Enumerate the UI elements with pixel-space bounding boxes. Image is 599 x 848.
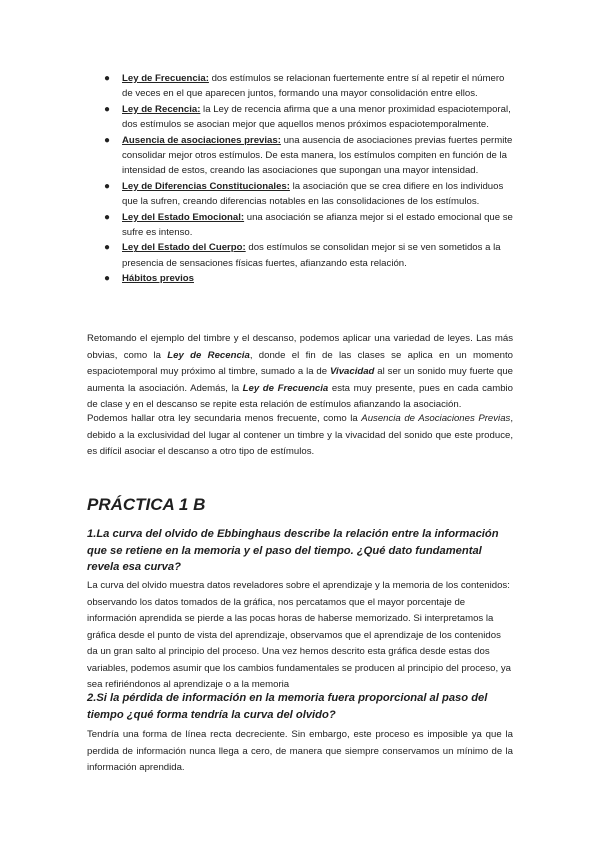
list-item — [104, 71, 516, 102]
list-item — [104, 240, 516, 271]
text-run: al ser un sonido muy fuerte que aumenta la asociación. Además, la — [87, 366, 513, 394]
bullet-icon: ● — [104, 134, 111, 146]
list-item — [104, 271, 516, 286]
emphasis-text: Vivacidad — [329, 366, 375, 377]
emphasis-text: Ley de Frecuencia — [242, 382, 329, 394]
bullet-icon: ● — [104, 103, 111, 115]
paragraph-timbre — [87, 331, 513, 414]
text-run: Podemos hallar otra ley secundaria menos frecuente, como la — [87, 413, 362, 424]
law-description: la asociación que se crea difiere en los individuos que la sufren, creando diferencias notables en las consolidaciones de los estímulos. — [122, 180, 504, 208]
list-item — [104, 210, 516, 241]
bullet-icon: ● — [104, 180, 111, 192]
emphasis-text: Ausencia de Asociaciones Previas — [361, 413, 511, 424]
list-item — [104, 179, 516, 210]
emphasis-text: Ley de Recencia — [167, 349, 250, 361]
law-description: una ausencia de asociaciones previas fuertes permite consolidar mejor otros estímulos. De esta manera, los estímulos compiten en función de la intensidad de estos, creando las asociaciones que supongan una mayor intensidad. — [122, 134, 513, 177]
text-run: , debido a la exclusividad del lugar al contener un timbre y la vivacidad del sonido que este produce, es difícil asociar el descanso a otro tipo de estímulos. — [87, 413, 513, 457]
section-title: PRÁCTICA 1 B — [87, 495, 206, 514]
bullet-icon: ● — [104, 242, 111, 254]
law-term: Ley del Estado del Cuerpo: — [122, 242, 246, 254]
law-term: Ley de Recencia: — [122, 103, 201, 115]
law-term: Hábitos previos — [122, 273, 194, 285]
question-2: 2.Si la pérdida de información en la memoria fuera proporcional al paso del tiempo ¿qué forma tendría la curva del olvido? — [87, 692, 488, 721]
answer-2: Tendría una forma de línea recta decreciente. Sin embargo, este proceso es imposible ya que la perdida de información nunca llega a cero, de manera que siempre conservamos un mínimo de la información aprendida. — [87, 729, 513, 773]
list-item — [104, 102, 516, 133]
law-term: Ley de Frecuencia: — [122, 73, 209, 84]
laws-list — [104, 71, 516, 287]
bullet-icon: ● — [104, 273, 111, 285]
text-run: , donde el fin de las clases se aplica en un momento espaciotemporal muy próximo al timbre, sumado a la de — [87, 349, 513, 377]
list-item — [104, 133, 516, 179]
bullet-icon: ● — [104, 73, 111, 84]
law-description: dos estímulos se relacionan fuertemente entre sí al repetir el número de veces en el que aparecen juntos, formando una mayor consolidación entre ellos. — [122, 73, 505, 100]
law-term: Ley del Estado Emocional: — [122, 211, 245, 223]
law-term: Ausencia de asociaciones previas: — [122, 134, 281, 146]
question-1: 1.La curva del olvido de Ebbinghaus describe la relación entre la información que se retiene en la memoria y el paso del tiempo. ¿Qué dato fundamental revela esa curva? — [87, 528, 499, 573]
bullet-icon: ● — [104, 211, 111, 223]
paragraph-secondary-law — [87, 411, 513, 461]
text-run: esta muy presente, pues en cada cambio de clase y en el descanso se repite esta relación de estímulos afianzando la asociación. — [87, 382, 513, 410]
answer-1: La curva del olvido muestra datos reveladores sobre el aprendizaje y la memoria de los contenidos: observando los datos tomados de la gráfica, nos percatamos que el mayor porcentaje de información aprendida se pierde a las pocas horas de haberse memorizado. Si interpretamos la gráfica desde el punto de vista del aprendizaje, observamos que el aprendizaje de los contenidos da un gran salto al principio del proceso. Una vez hemos descrito esta gráfica desde estas dos variables, podemos asumir que los cambios fundamentales se producen al principio del proceso, ya sea refiriéndonos al aprendizaje o a la memoria — [87, 580, 511, 690]
text-run: Retomando el ejemplo del timbre y el descanso, podemos aplicar una variedad de leyes. Las más obvias, como la — [87, 333, 513, 361]
law-description: una asociación se afianza mejor si el estado emocional que se sufre es intenso. — [122, 211, 513, 239]
law-description: la Ley de recencia afirma que a una menor proximidad espaciotemporal, dos estímulos se asocian mejor que aquellos menos próximos espaciotemporalmente. — [122, 103, 511, 131]
law-term: Ley de Diferencias Constitucionales: — [122, 180, 290, 192]
law-description: dos estímulos se consolidan mejor si se ven sometidos a la presencia de sensaciones físicas fuertes, afianzando esta relación. — [122, 242, 501, 269]
